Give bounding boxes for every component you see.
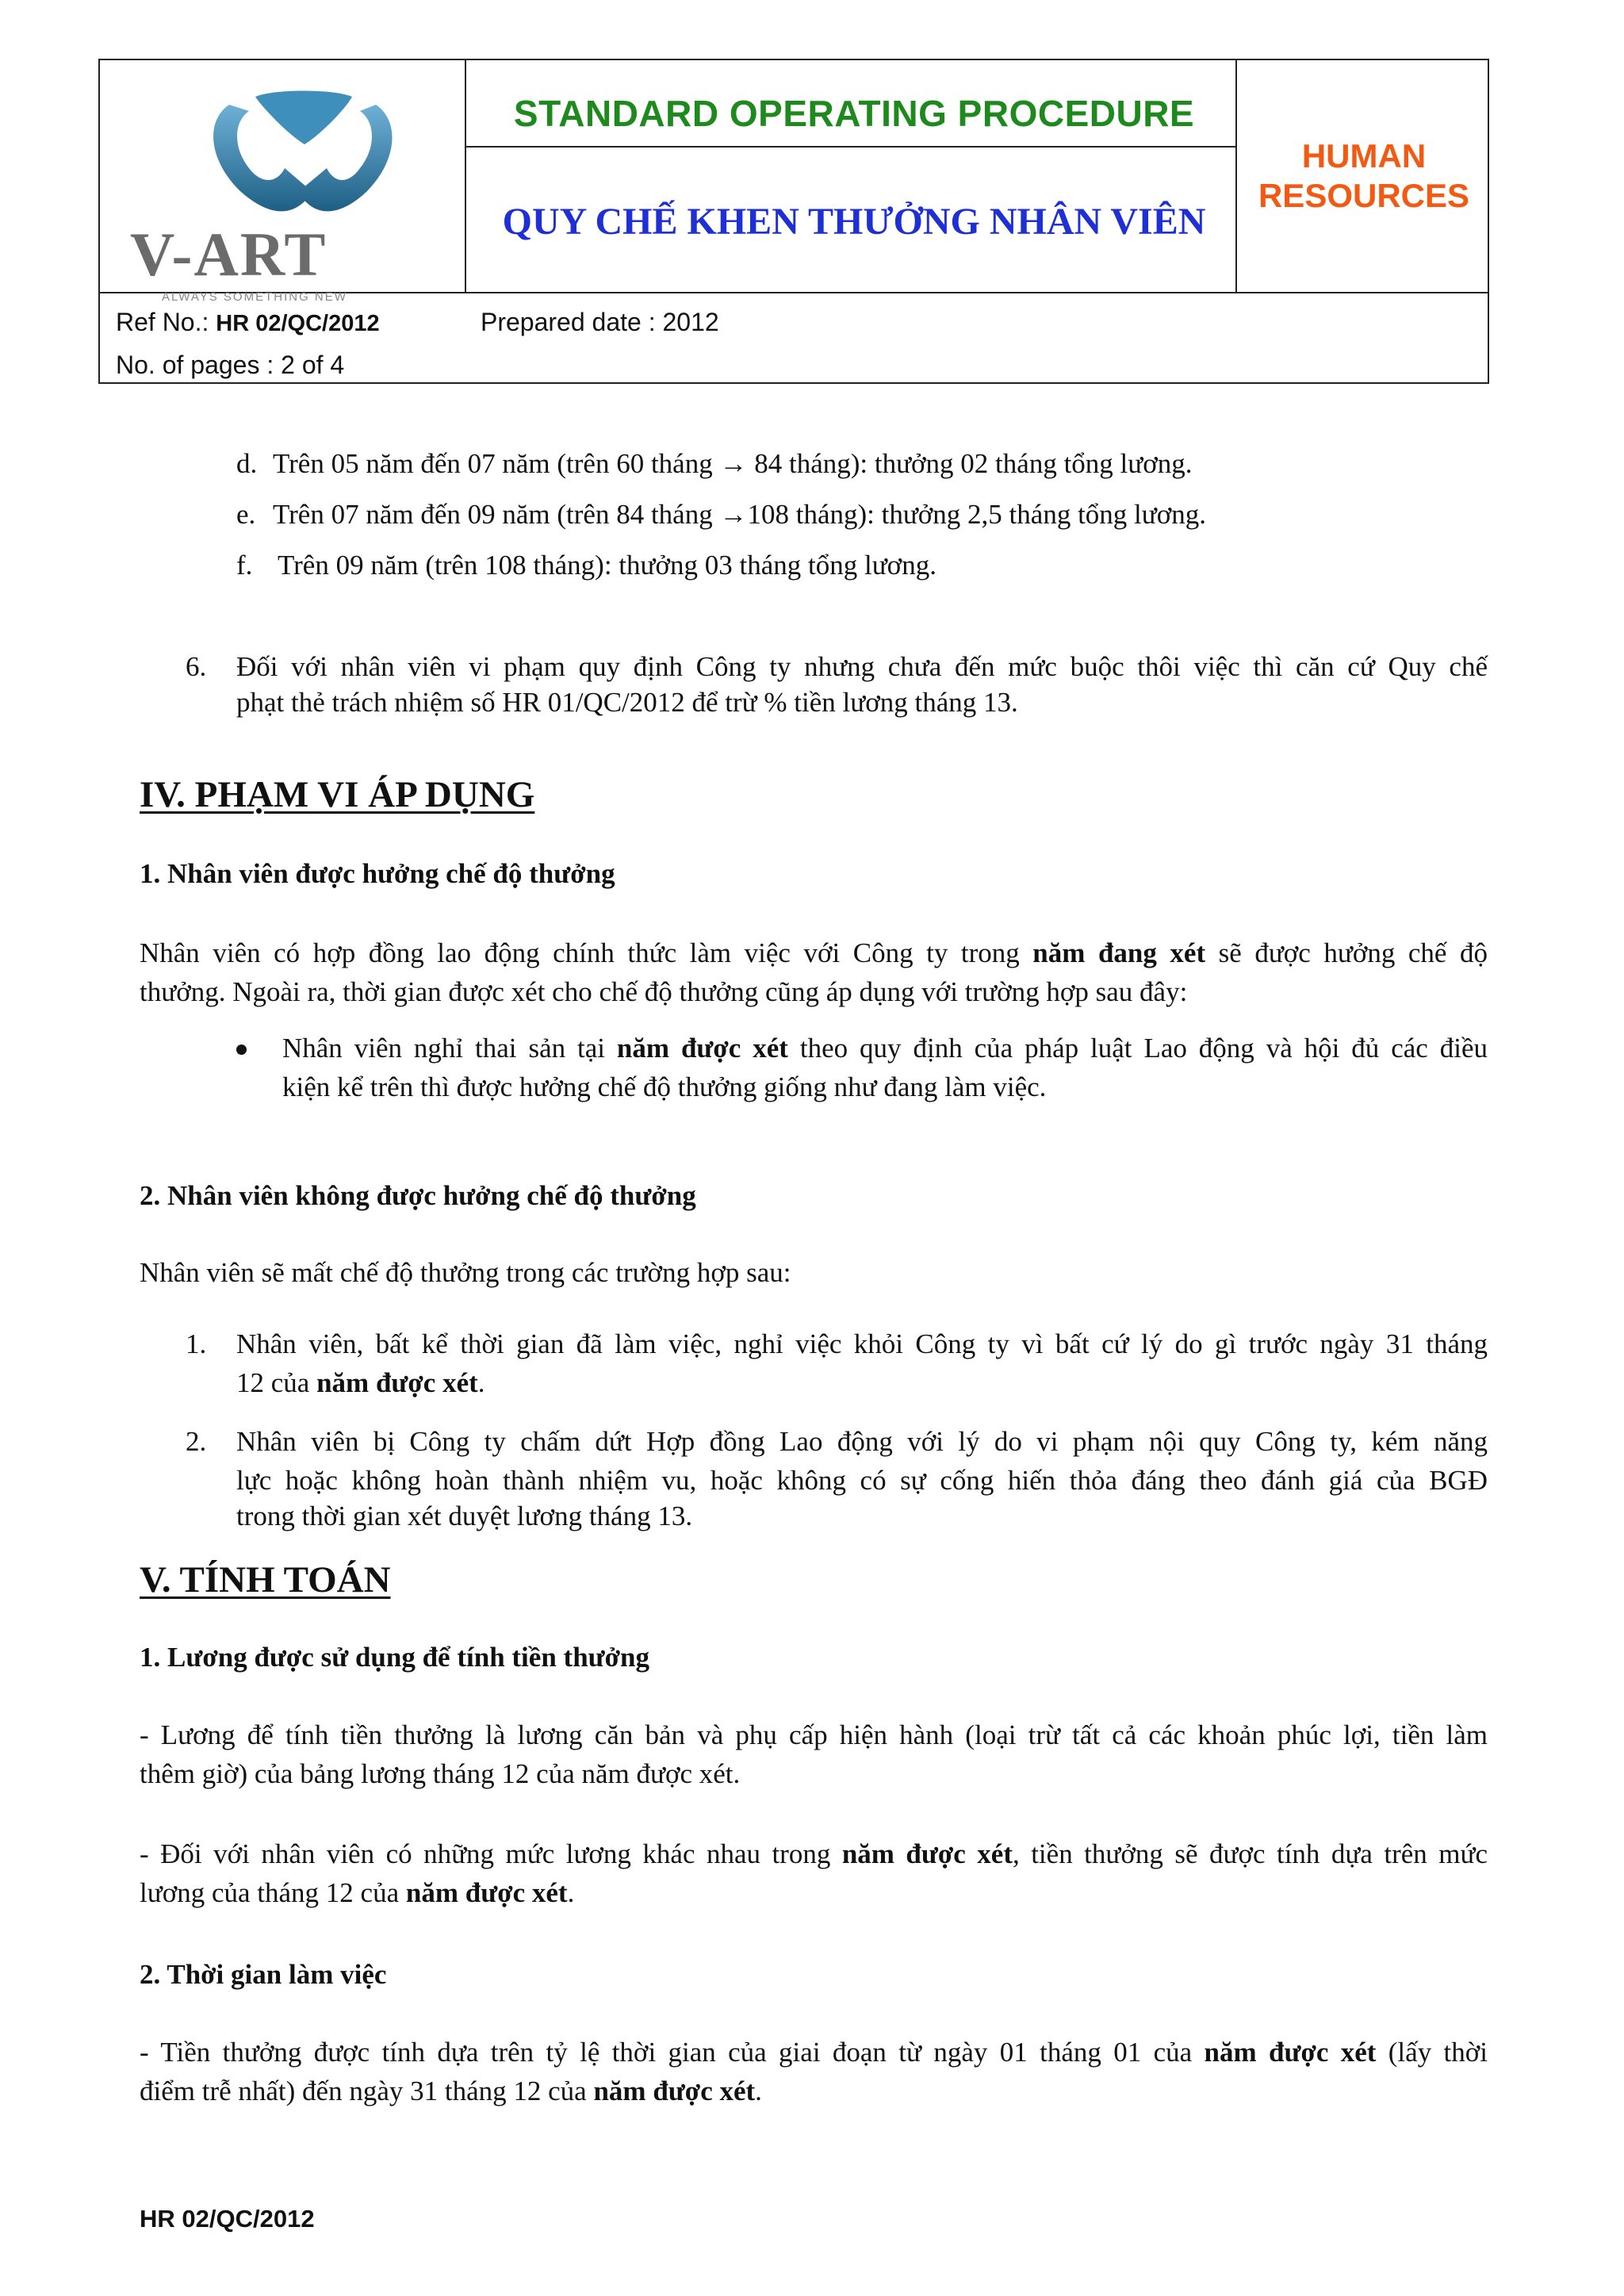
ref-number — [116, 308, 380, 337]
section-4-para1-line2: thưởng. Ngoài ra, thời gian được xét cho chế độ thưởng cũng áp dụng với trường hợp sau đây: — [140, 976, 1188, 1007]
section-5-para3-line2: điểm trễ nhất) đến ngày 31 tháng 12 của năm được xét. — [140, 2076, 762, 2106]
department-line2: RESOURCES — [1258, 177, 1470, 214]
section-4-sub1: 1. Nhân viên được hưởng chế độ thưởng — [140, 858, 615, 889]
bullet-item-line2: kiện kể trên thì được hưởng chế độ thưởng giống như đang làm việc. — [282, 1071, 1047, 1102]
list-label-f: f. — [236, 550, 253, 581]
list-item-e: Trên 07 năm đến 09 năm (trên 84 tháng →108 tháng): thưởng 2,5 tháng tổng lương. — [273, 499, 1206, 530]
section-5-para3-line1: - Tiền thưởng được tính dựa trên tỷ lệ thời gian của giai đoạn từ ngày 01 tháng 01 của năm được xét (lấy thời — [140, 2037, 1488, 2068]
exclusion-2-line3: trong thời gian xét duyệt lương tháng 13. — [236, 1501, 693, 1531]
prepared-date: Prepared date : 2012 — [481, 308, 719, 336]
list-label-e: e. — [236, 499, 256, 530]
ref-value: HR 02/QC/2012 — [216, 311, 380, 336]
department-line1: HUMAN — [1301, 137, 1427, 174]
item-6-label: 6. — [186, 651, 207, 682]
section-4-para2: Nhân viên sẽ mất chế độ thưởng trong các trường hợp sau: — [140, 1257, 791, 1288]
list-item-f: Trên 09 năm (trên 108 tháng): thưởng 03 tháng tổng lương. — [278, 550, 936, 581]
document-title: QUY CHẾ KHEN THƯỞNG NHÂN VIÊN — [502, 201, 1206, 243]
section-5-title: V. TÍNH TOÁN — [140, 1559, 391, 1600]
page-count: No. of pages : 2 of 4 — [116, 351, 345, 379]
bullet-item-line1: Nhân viên nghỉ thai sản tại năm được xét theo quy định của pháp luật Lao động và hội đủ các điều — [282, 1033, 1488, 1064]
bullet-marker — [236, 1045, 247, 1055]
logo-wordmark: V-ART — [130, 220, 327, 289]
exclusion-1-label: 1. — [186, 1328, 207, 1359]
footer-ref: HR 02/QC/2012 — [140, 2205, 315, 2233]
logo-tagline: ALWAYS SOMETHING NEW — [162, 290, 347, 304]
exclusion-2-line1: Nhân viên bị Công ty chấm dứt Hợp đồng Lao động với lý do vi phạm nội quy Công ty, kém năng — [236, 1426, 1488, 1457]
sop-title: STANDARD OPERATING PROCEDURE — [513, 93, 1195, 134]
section-4-title: IV. PHẠM VI ÁP DỤNG — [140, 774, 535, 815]
exclusion-1-line1: Nhân viên, bất kể thời gian đã làm việc, nghỉ việc khỏi Công ty vì bất cứ lý do gì trước ngày 31 tháng — [236, 1328, 1488, 1359]
item-6-line1: Đối với nhân viên vi phạm quy định Công ty nhưng chưa đến mức buộc thôi việc thì căn cứ Quy chế — [236, 651, 1488, 682]
section-5-para2-line1: - Đối với nhân viên có những mức lương khác nhau trong năm được xét, tiền thưởng sẽ được tính dựa trên mức — [140, 1838, 1488, 1869]
list-label-d: d. — [236, 448, 258, 479]
item-6-line2: phạt thẻ trách nhiệm số HR 01/QC/2012 để trừ % tiền lương tháng 13. — [236, 687, 1018, 718]
section-5-sub2: 2. Thời gian làm việc — [140, 1959, 387, 1990]
document-header — [98, 59, 1489, 384]
section-5-para2-line2: lương của tháng 12 của năm được xét. — [140, 1877, 575, 1908]
list-item-d: Trên 05 năm đến 07 năm (trên 60 tháng → 84 tháng): thưởng 02 tháng tổng lương. — [273, 448, 1193, 479]
section-4-sub2: 2. Nhân viên không được hưởng chế độ thưởng — [140, 1180, 696, 1211]
ref-label: Ref No.: — [116, 308, 216, 336]
exclusion-2-label: 2. — [186, 1426, 207, 1457]
section-4-para1-line1: Nhân viên có hợp đồng lao động chính thức làm việc với Công ty trong năm đang xét sẽ được hưởng chế độ — [140, 937, 1488, 968]
exclusion-2-line2: lực hoặc không hoàn thành nhiệm vu, hoặc không có sự cống hiến thỏa đáng theo đánh giá của BGĐ — [236, 1465, 1488, 1496]
section-5-sub1: 1. Lương được sử dụng để tính tiền thưởng — [140, 1642, 650, 1673]
section-5-para1-line2: thêm giờ) của bảng lương tháng 12 của năm được xét. — [140, 1758, 741, 1789]
exclusion-1-line2: 12 của năm được xét. — [236, 1367, 485, 1398]
section-5-para1-line1: - Lương để tính tiền thưởng là lương căn bản và phụ cấp hiện hành (loại trừ tất cả các khoản phúc lợi, tiền làm — [140, 1719, 1488, 1750]
department-label — [1239, 136, 1489, 216]
